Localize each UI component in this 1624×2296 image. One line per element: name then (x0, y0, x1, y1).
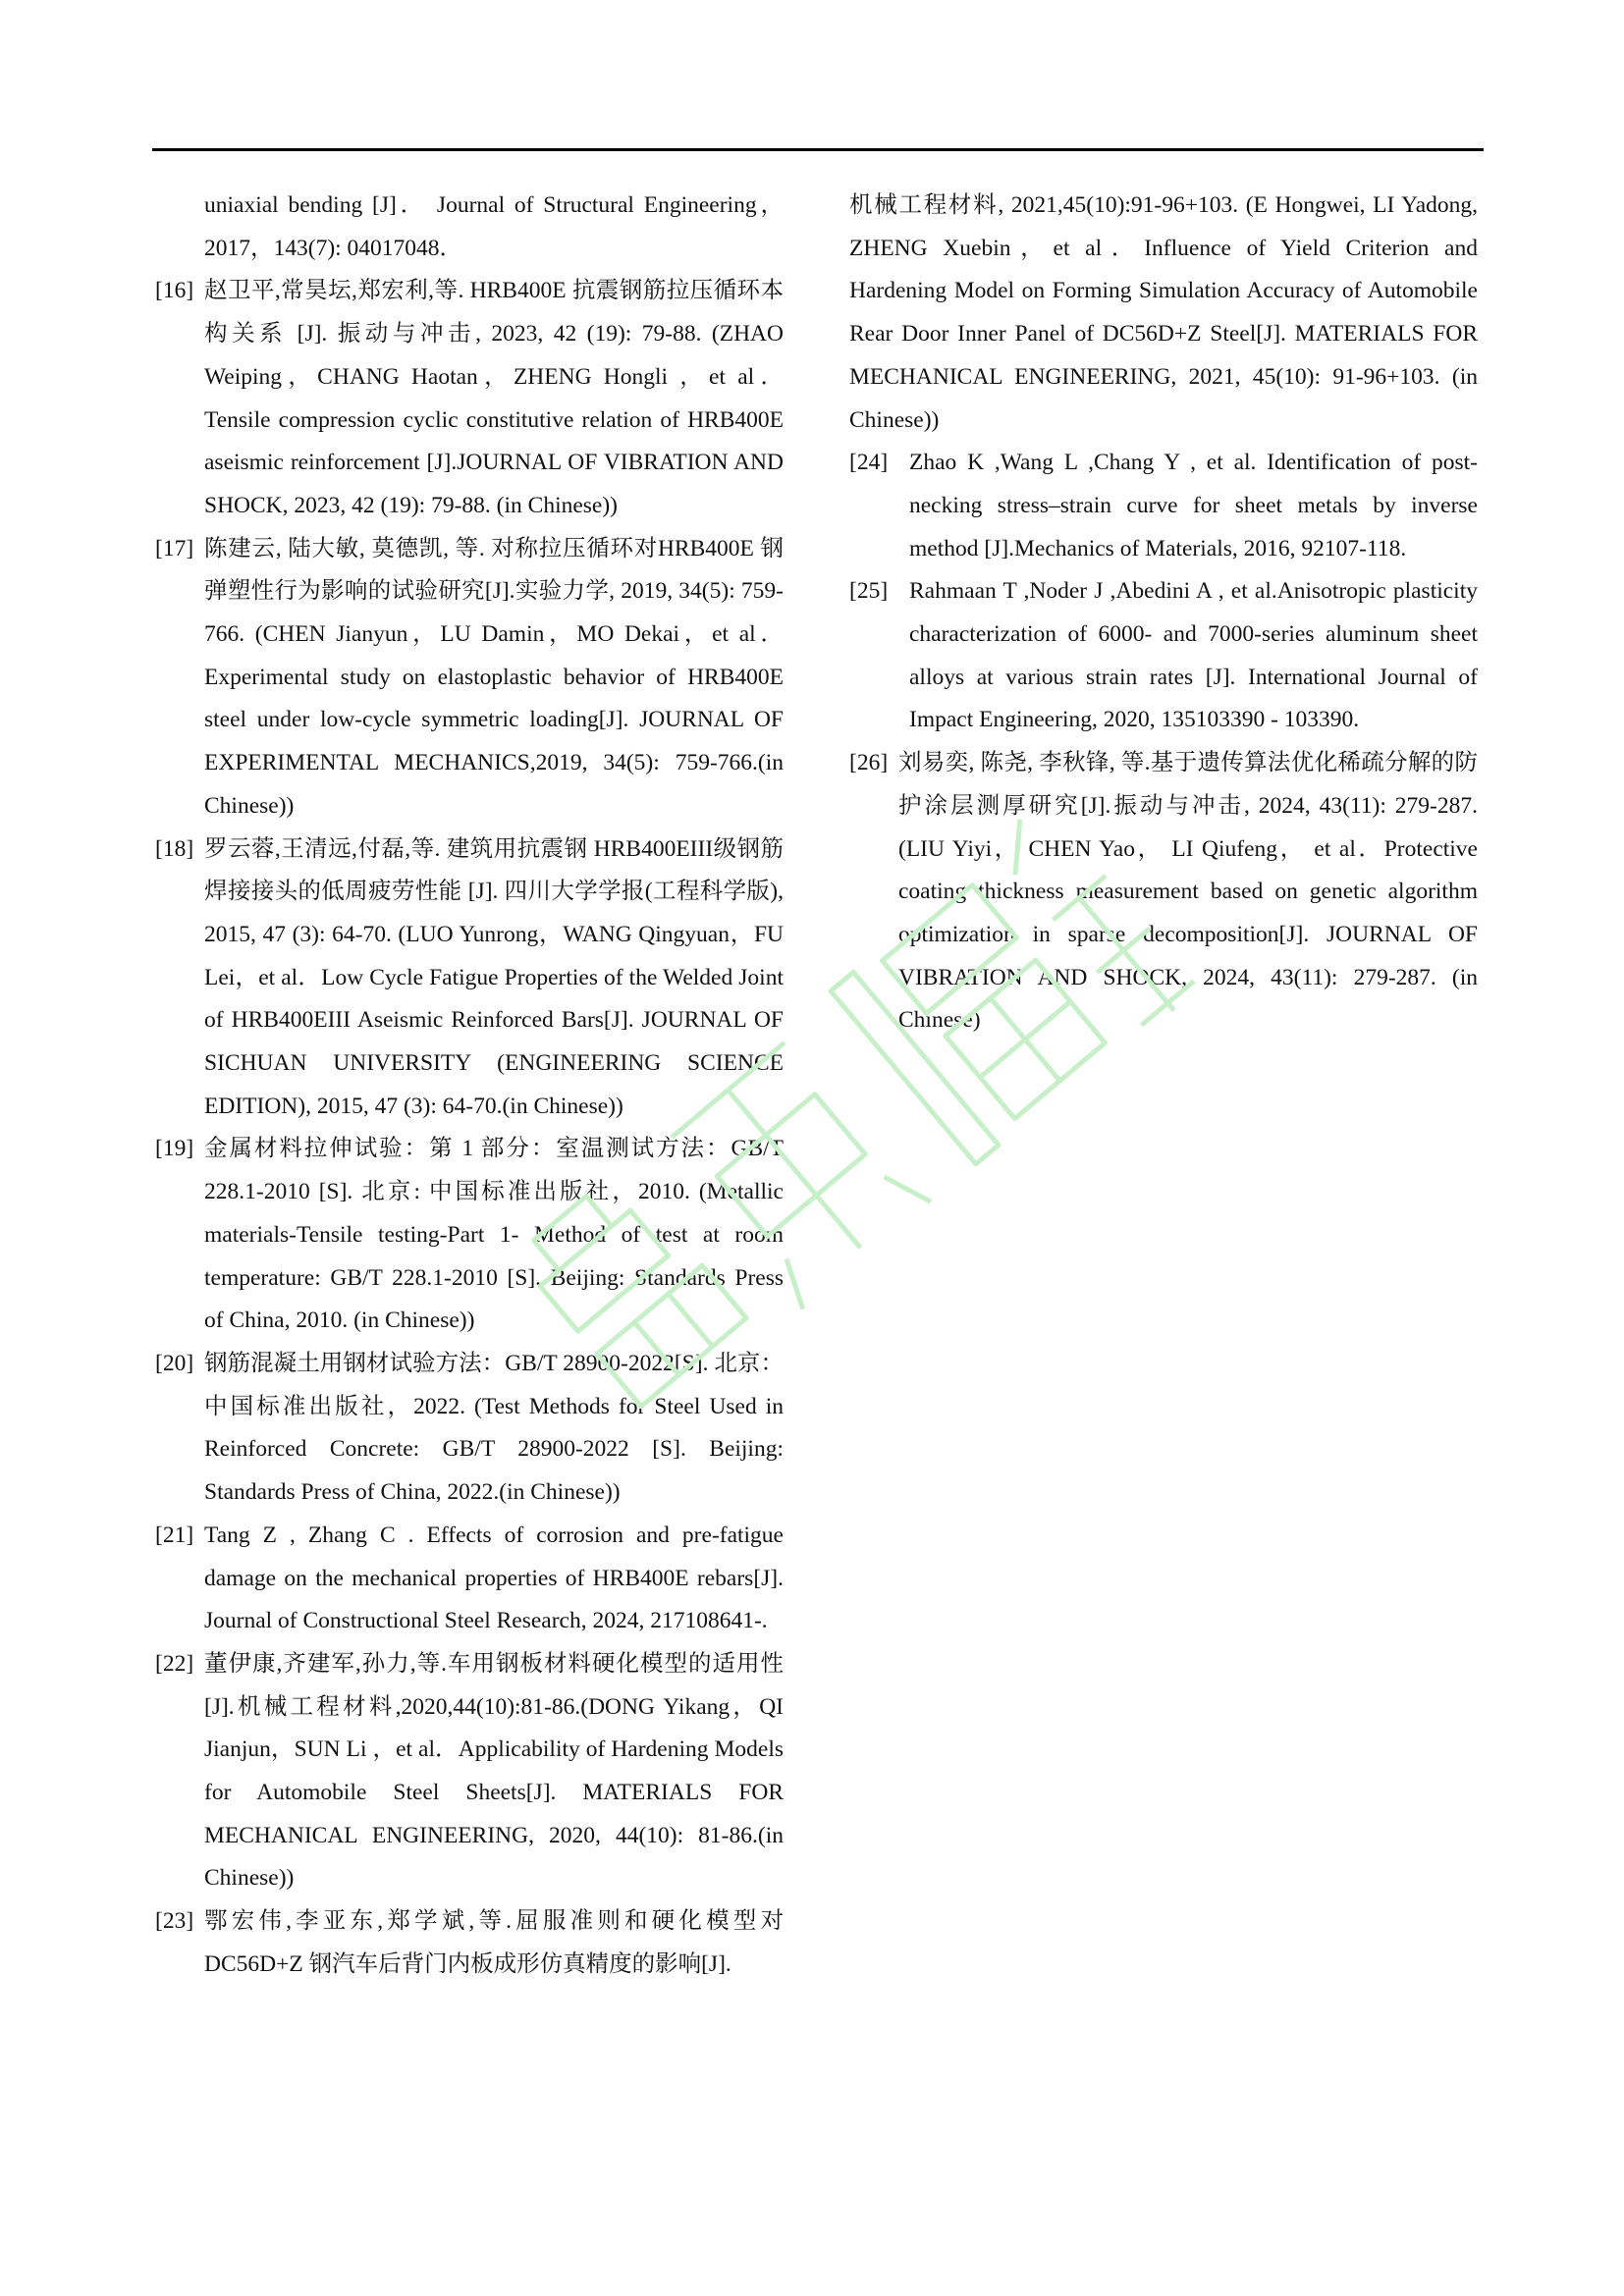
reference-entry-continued (849, 185, 1478, 442)
reference-number: [22] (155, 1650, 194, 1677)
reference-text: 赵卫平,常昊坛,郑宏利,等. HRB400E 抗震钢筋拉压循环本构关系 [J]. 振动与冲击, 2023, 42 (19): 79-88. (ZHAO Weiping，CHANG Haotan，ZHENG Hongli ，et al．Tensile compression cyclic constitutive relation of HRB400E aseismic reinforcement [J].JOURNAL OF VIBRATION AND SHOCK, 2023, 42 (19): 79-88. (in Chinese)) (204, 278, 784, 518)
reference-text: 机械工程材料, 2021,45(10):91-96+103. (E Hongwei, LI Yadong, ZHENG Xuebin，et al．Influence of Yield Criterion and Hardening Model on Forming Simulation Accuracy of Automobile Rear Door Inner Panel of DC56D+Z Steel[J]. MATERIALS FOR MECHANICAL ENGINEERING, 2021, 45(10): 91-96+103. (in Chinese)) (849, 192, 1478, 433)
reference-text: 董伊康,齐建军,孙力,等.车用钢板材料硬化模型的适用性[J].机械工程材料,2020,44(10):81-86.(DONG Yikang，QI Jianjun，SUN Li ，et al．Applicability of Hardening Models for Automobile Steel Sheets[J]. MATERIALS FOR MECHANICAL ENGINEERING, 2020, 44(10): 81-86.(in Chinese)) (204, 1650, 784, 1892)
reference-number: [24] (849, 450, 889, 476)
reference-number: [25] (849, 578, 889, 605)
reference-entry-22 (155, 1643, 784, 1900)
reference-number: [16] (155, 278, 194, 304)
reference-number: [19] (155, 1136, 194, 1162)
reference-text: Rahmaan T ,Noder J ,Abedini A , et al.Anisotropic plasticity characterization of 6000- and 7000-series aluminum sheet alloys at various strain rates [J]. International Journal of Impact Engineering, 2020, 135103390 - 103390. (909, 578, 1478, 733)
reference-entry-19 (155, 1128, 784, 1343)
reference-text: 陈建云, 陆大敏, 莫德凯, 等. 对称拉压循环对HRB400E 钢弹塑性行为影响的试验研究[J].实验力学, 2019, 34(5): 759-766. (CHEN Jianyun，LU Damin，MO Dekai，et al．Experimental study on elastoplastic behavior of HRB400E steel under low-cycle symmetric loading[J]. JOURNAL OF EXPERIMENTAL MECHANICS,2019, 34(5): 759-766.(in Chinese)) (204, 535, 784, 819)
reference-text: 罗云蓉,王清远,付磊,等. 建筑用抗震钢 HRB400EIII级钢筋焊接接头的低周疲劳性能 [J]. 四川大学学报(工程科学版), 2015, 47 (3): 64-70. (LUO Yunrong，WANG Qingyuan，FU Lei，et al．Low Cycle Fatigue Properties of the Welded Joint of HRB400EIII Aseismic Reinforced Bars[J]. JOURNAL OF SICHUAN UNIVERSITY (ENGINEERING SCIENCE EDITION), 2015, 47 (3): 64-70.(in Chinese)) (204, 835, 784, 1119)
reference-number: [17] (155, 535, 194, 561)
header-rule (152, 148, 1484, 151)
reference-text: 刘易奕, 陈尧, 李秋锋, 等.基于遗传算法优化稀疏分解的防护涂层测厚研究[J].振动与冲击, 2024, 43(11): 279-287. (LIU Yiyi， CHEN Yao， LI Qiufeng， et al．Protective coating thickness measurement based on genetic algorithm optimization in sparse decomposition[J]. JOURNAL OF VIBRATION AND SHOCK, 2024, 43(11): 279-287. (in Chinese) (898, 750, 1478, 1034)
reference-entry-16 (155, 270, 784, 527)
reference-text: 金属材料拉伸试验：第 1 部分：室温测试方法：GB/T 228.1-2010 [S]. 北京: 中国标准出版社，2010. (Metallic materials-Tensile testing-Part 1- Method of test at room temperature: GB/T 228.1-2010 [S]. Beijing: Standards Press of China, 2010. (in Chinese)) (204, 1136, 784, 1334)
reference-text: 鄂宏伟,李亚东,郑学斌,等.屈服准则和硬化模型对DC56D+Z 钢汽车后背门内板成形仿真精度的影响[J]. (204, 1908, 784, 1977)
reference-entry-17 (155, 528, 784, 828)
reference-number: [23] (155, 1908, 194, 1935)
reference-text: uniaxial bending [J]． Journal of Structural Engineering，2017，143(7): 04017048． (204, 192, 784, 261)
reference-number: [26] (849, 750, 889, 776)
reference-entry-18 (155, 828, 784, 1129)
reference-entry-continued (155, 185, 784, 270)
reference-entry-24 (849, 442, 1478, 570)
reference-text: Tang Z , Zhang C . Effects of corrosion and pre-fatigue damage on the mechanical properties of HRB400E rebars[J]. Journal of Constructional Steel Research, 2024, 217108641-. (204, 1522, 784, 1634)
reference-number: [18] (155, 835, 194, 862)
reference-entry-21 (155, 1515, 784, 1643)
reference-entry-23 (155, 1900, 784, 1986)
reference-number: [20] (155, 1350, 194, 1376)
reference-text: Zhao K ,Wang L ,Chang Y , et al. Identification of post-necking stress–strain curve for sheet metals by inverse method [J].Mechanics of Materials, 2016, 92107-118. (909, 450, 1478, 561)
reference-entry-25 (849, 570, 1478, 742)
reference-number: [21] (155, 1522, 194, 1548)
reference-column-right (849, 185, 1478, 1042)
reference-entry-26 (849, 742, 1478, 1042)
reference-column-left (155, 185, 784, 1987)
reference-entry-20 (155, 1343, 784, 1515)
reference-text: 钢筋混凝土用钢材试验方法：GB/T 28900-2022[S]. 北京：中国标准出版社，2022. (Test Methods for Steel Used in Reinforced Concrete: GB/T 28900-2022 [S]. Beijing: Standards Press of China, 2022.(in Chinese)) (204, 1350, 784, 1506)
